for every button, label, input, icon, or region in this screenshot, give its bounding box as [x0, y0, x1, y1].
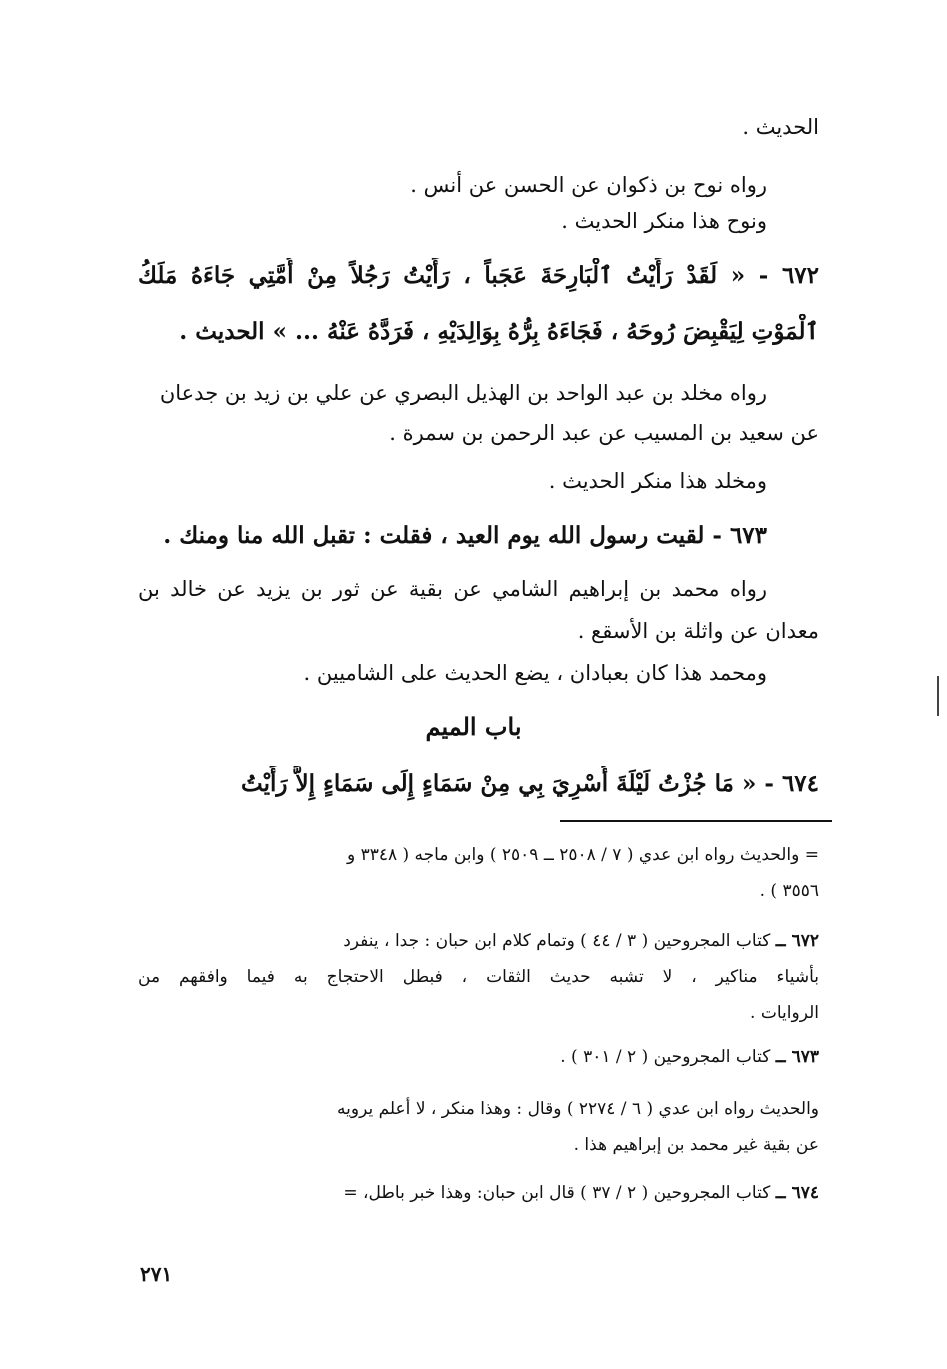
- footnote-673-text: كتاب المجروحين ( ٢ / ٣٠١ ) .: [560, 1047, 771, 1067]
- footnote-672-line-1: [138, 928, 819, 954]
- footnote-672-number: ٦٧٢ ــ: [775, 931, 819, 951]
- hadith-672-line-1: ٦٧٢ - « لَقَدْ رَأَيْتُ ٱلْبَارِحَةَ عَجَباً ، رَأَيْتُ رَجُلاً مِنْ أُمَّتِي جَاءَهُ مَلَكُ: [138, 262, 819, 289]
- footnote-674-text: كتاب المجروحين ( ٢ / ٣٧ ) قال ابن حبان: وهذا خبر باطل، =: [343, 1183, 771, 1203]
- hadith-672-line-2: ٱلْمَوْتِ لِيَقْبِضَ رُوحَهُ ، فَجَاءَهُ بِرُّهُ بِوَالِدَيْهِ ، فَرَدَّهُ عَنْهُ ... » الحديث .: [179, 318, 819, 345]
- hadith-674: ٦٧٤ - « مَا جُزْتُ لَيْلَةَ أُسْرِيَ بِي مِنْ سَمَاءٍ إِلَى سَمَاءٍ إِلاَّ رَأَيْتُ: [241, 770, 819, 797]
- scan-edge-mark: [937, 676, 939, 716]
- footnote-673-extra-line-1: والحديث رواه ابن عدي ( ٦ / ٢٢٧٤ ) وقال : وهذا منكر ، لا أعلم يرويه: [337, 1099, 819, 1119]
- narration-672-line-1: رواه مخلد بن عبد الواحد بن الهذيل البصري عن علي بن زيد بن جدعان: [159, 381, 767, 405]
- footnote-673-number: ٦٧٣ ــ: [775, 1047, 819, 1067]
- footnote-673-extra-line-2: عن بقية غير محمد بن إبراهيم هذا .: [573, 1135, 819, 1155]
- footnote-separator: [560, 820, 832, 822]
- footnote-674-line-1: [138, 1180, 819, 1206]
- section-heading: باب الميم: [425, 712, 522, 741]
- narration-671: رواه نوح بن ذكوان عن الحسن عن أنس .: [410, 173, 767, 197]
- narration-673-line-2: معدان عن واثلة بن الأسقع .: [577, 619, 819, 643]
- footnote-continuation-line-1: = والحديث رواه ابن عدي ( ٧ / ٢٥٠٨ ــ ٢٥٠٩ ) وابن ماجه ( ٣٣٤٨ و: [346, 845, 819, 865]
- top-line: الحديث .: [742, 115, 819, 139]
- note-673: ومحمد هذا كان بعبادان ، يضع الحديث على الشاميين .: [303, 661, 767, 685]
- narration-673-line-1: رواه محمد بن إبراهيم الشامي عن بقية عن ثور بن يزيد عن خالد بن: [138, 577, 767, 601]
- note-671: ونوح هذا منكر الحديث .: [561, 209, 767, 233]
- footnote-672-line-2: بأشياء مناكير ، لا تشبه حديث الثقات ، فبطل الاحتجاج به فيما وافقهم من: [138, 967, 819, 987]
- footnote-672-line-3: الروايات .: [750, 1003, 819, 1023]
- footnote-continuation-line-2: ٣٥٥٦ ) .: [759, 881, 819, 901]
- hadith-673: ٦٧٣ - لقيت رسول الله يوم العيد ، فقلت : تقبل الله منا ومنك .: [163, 522, 767, 549]
- note-672: ومخلد هذا منكر الحديث .: [548, 469, 767, 493]
- page-number: ٢٧١: [140, 1262, 173, 1286]
- footnote-672-text: كتاب المجروحين ( ٣ / ٤٤ ) وتمام كلام ابن حبان : جدا ، ينفرد: [343, 931, 771, 951]
- footnote-673-line-1: [138, 1044, 819, 1070]
- footnote-674-number: ٦٧٤ ــ: [775, 1183, 819, 1203]
- narration-672-line-2: عن سعيد بن المسيب عن عبد الرحمن بن سمرة .: [389, 421, 819, 445]
